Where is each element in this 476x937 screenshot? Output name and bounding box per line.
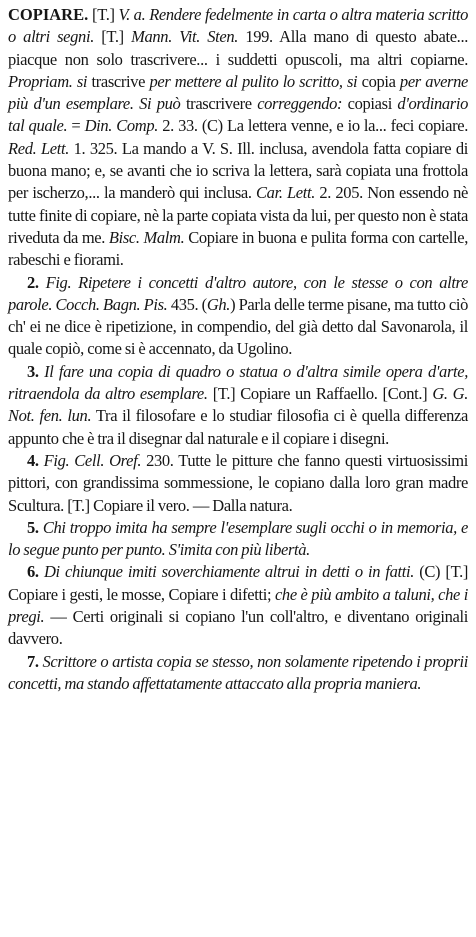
body-text: trascrive (87, 71, 150, 91)
body-text: — Certi originali si copiano l'un coll'altro, e diventano originali davvero. (8, 607, 468, 649)
italic-text: Il fare una copia di quadro o statua o d'altra simile opera d'arte, ritraendola da altro esemplare. (8, 361, 469, 404)
entry-sense-4 (8, 450, 468, 517)
body-text: ) Parla delle terme pisane, ma tutto ciò ch' ei ne dice è ripetizione, in compendio, del già detto dal Savonarola, il quale copiò, come si è accennato, da Ugolino. (8, 294, 468, 359)
body-text: [T.] (88, 5, 119, 24)
body-text: copia (357, 71, 400, 91)
italic-text: d'ordinario tal quale. (8, 94, 468, 136)
body-text: copiasi (342, 94, 398, 114)
body-text: [T.] Copiare un Raffaello. [Cont.] (207, 384, 433, 404)
body-text: [T.] (93, 27, 132, 47)
body-text: Tra il filosofare e lo studiar filosofia ci è quella differenza appunto che è tra il disegnar dal naturale e il copiare i disegni. (8, 406, 468, 448)
entry-sense-7 (8, 651, 468, 696)
sense-number: 4. (27, 450, 39, 470)
italic-text: Bisc. Malm. (108, 227, 185, 247)
body-text: trascrivere (180, 94, 258, 114)
italic-text: per averne più d'un esemplare. Si può (8, 71, 468, 114)
italic-text: per mettere al pulito lo scritto, si (149, 71, 358, 91)
body-text: 435. ( (167, 294, 207, 314)
body-text: 1. 325. La mando a V. S. Ill. inclusa, avendola fatta copiare di buona mano; e, se avanti che io scriva la lettera, sarà copiata una frottola per ischerzo,... la manderò qui inclusa. (8, 138, 468, 203)
italic-text: che è più ambito a taluni, che i pregi. (8, 584, 468, 627)
body-text: = (67, 116, 85, 136)
italic-text: Gh. (206, 294, 231, 314)
italic-text: Scrittore o artista copia se stesso, non solamente ripetendo i proprii concetti, ma stando affettatamente attaccato alla propria maniera. (8, 651, 468, 693)
sense-number: 6. (27, 562, 39, 582)
entry-sense-5 (8, 517, 468, 562)
sense-number: 3. (27, 361, 39, 381)
sense-number: 2. (27, 272, 39, 292)
italic-text: correggendo: (257, 94, 343, 114)
sense-number: 7. (27, 651, 39, 671)
body-text: Copiare in buona e pulita forma con cartelle, rabeschi e fiorami. (8, 227, 468, 270)
italic-text: Din. Comp. (84, 116, 159, 136)
italic-text: Di chiunque imiti soverchiamente altrui in detti o in fatti. (43, 562, 415, 582)
headword: COPIARE. (8, 5, 89, 24)
entry-sense-6 (8, 561, 468, 650)
italic-text: Chi troppo imita ha sempre l'esemplare sugli occhi o in memoria, e lo segue punto per punto. S'imita con più libertà. (8, 517, 469, 560)
sense-number: 5. (27, 517, 39, 537)
entry-sense-3 (8, 361, 468, 450)
italic-text: Car. Lett. (256, 183, 316, 203)
body-text: (C) [T.] Copiare i gesti, le mosse, Copiare i difetti; (8, 562, 469, 604)
body-text: 199. Alla mano di questo abate... piacque non solo trascrivere... i suddetti opuscoli, ma altri copiarne. (8, 27, 469, 69)
entry-sense-2 (8, 272, 468, 361)
italic-text: V. a. Rendere fedelmente in carta o altra materia scritto o altri segni. (8, 5, 468, 47)
italic-text: Fig. Ripetere i concetti d'altro autore, con le stesse o con altre parole. Cocch. Bagn. Pis. (8, 272, 468, 314)
italic-text: Propriam. si (8, 71, 88, 91)
body-text: 2. 205. Non essendo nè tutte finite di copiare, nè la parte copiata vista da lui, per questo non è stata riveduta da me. (8, 183, 468, 247)
italic-text: Red. Lett. (8, 138, 69, 158)
body-text (39, 273, 46, 292)
italic-text: Mann. Vit. Sten. (131, 27, 239, 47)
body-text: 230. Tutte le pitture che fanno questi virtuosissimi pittori, con grandissima sommessione, le copiano dalla loro gran madre Scultura. [T.] Copiare il vero. — Dalla natura. (8, 450, 468, 515)
italic-text: Fig. Cell. Oref. (43, 450, 142, 470)
italic-text: G. G. Not. fen. lun. (8, 384, 468, 426)
entry-definition (8, 4, 468, 272)
body-text: 2. 33. (C) La lettera venne, e io la... feci copiare. (158, 116, 469, 136)
